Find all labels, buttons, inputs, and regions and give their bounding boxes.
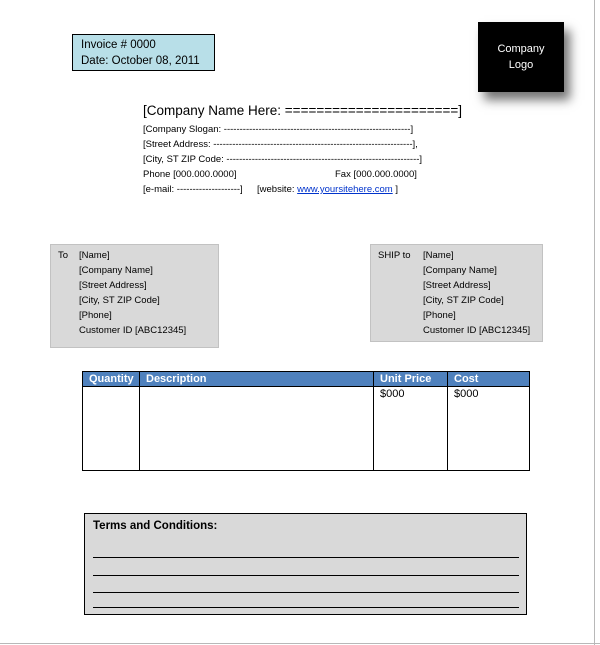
bill-to-label: To	[58, 250, 69, 261]
invoice-date: Date: October 08, 2011	[81, 55, 200, 67]
bill-to-panel	[50, 244, 219, 348]
column-divider	[139, 372, 140, 470]
terms-title: Terms and Conditions:	[93, 520, 218, 532]
invoice-number: Invoice # 0000	[81, 39, 156, 51]
cell-cost[interactable]: $000	[454, 388, 479, 400]
terms-line[interactable]	[93, 592, 519, 593]
company-website	[257, 182, 398, 197]
ship-to-lines	[423, 248, 530, 338]
company-contact-row	[143, 167, 463, 182]
header-unit-price: Unit Price	[380, 373, 432, 385]
ship-to-street: [Street Address]	[423, 280, 491, 291]
terms-line[interactable]	[93, 607, 519, 608]
company-city: [City, ST ZIP Code: -------------------------------------------------------------]	[143, 154, 423, 165]
website-prefix: [website:	[257, 184, 298, 195]
ship-to-label: SHIP to	[378, 250, 411, 261]
column-divider	[447, 372, 448, 470]
logo-text-line1: Company	[497, 43, 545, 55]
ship-to-phone: [Phone]	[423, 310, 456, 321]
header-quantity: Quantity	[89, 373, 134, 385]
terms-line[interactable]	[93, 557, 519, 558]
company-name: [Company Name Here: ======================]	[143, 103, 462, 118]
items-table	[82, 371, 530, 471]
bill-to-street: [Street Address]	[79, 280, 147, 291]
items-table-header	[83, 372, 529, 387]
header-description: Description	[146, 373, 207, 385]
cell-unit-price[interactable]: $000	[380, 388, 405, 400]
terms-panel	[84, 513, 527, 615]
page-border-bottom	[0, 643, 600, 644]
logo-text-line2: Logo	[508, 59, 534, 71]
website-link[interactable]: www.yoursitehere.com	[297, 184, 393, 195]
bill-to-customer-id: Customer ID [ABC12345]	[79, 325, 187, 336]
company-slogan: [Company Slogan: -----------------------------------------------------------]	[143, 124, 414, 135]
terms-line[interactable]	[93, 575, 519, 576]
ship-to-city: [City, ST ZIP Code]	[423, 295, 504, 306]
company-email: [e-mail: --------------------]	[143, 184, 243, 195]
ship-to-name: [Name]	[423, 250, 454, 261]
ship-to-company: [Company Name]	[423, 265, 497, 276]
company-street: [Street Address: ---------------------------------------------------------------],	[143, 139, 418, 150]
bill-to-company: [Company Name]	[79, 265, 153, 276]
company-logo	[478, 22, 564, 92]
website-suffix: ]	[392, 184, 398, 195]
ship-to-panel	[370, 244, 543, 342]
company-web-row	[143, 182, 463, 197]
invoice-info-box	[72, 34, 215, 71]
header-cost: Cost	[454, 373, 479, 385]
column-divider	[373, 372, 374, 470]
company-header	[143, 103, 463, 197]
bill-to-name: [Name]	[79, 250, 110, 261]
ship-to-customer-id: Customer ID [ABC12345]	[423, 325, 531, 336]
bill-to-lines	[79, 248, 186, 338]
page-border-right	[594, 0, 595, 645]
bill-to-phone: [Phone]	[79, 310, 112, 321]
company-phone: Phone [000.000.0000]	[143, 169, 237, 180]
company-fax: Fax [000.000.0000]	[335, 169, 417, 180]
bill-to-city: [City, ST ZIP Code]	[79, 295, 160, 306]
